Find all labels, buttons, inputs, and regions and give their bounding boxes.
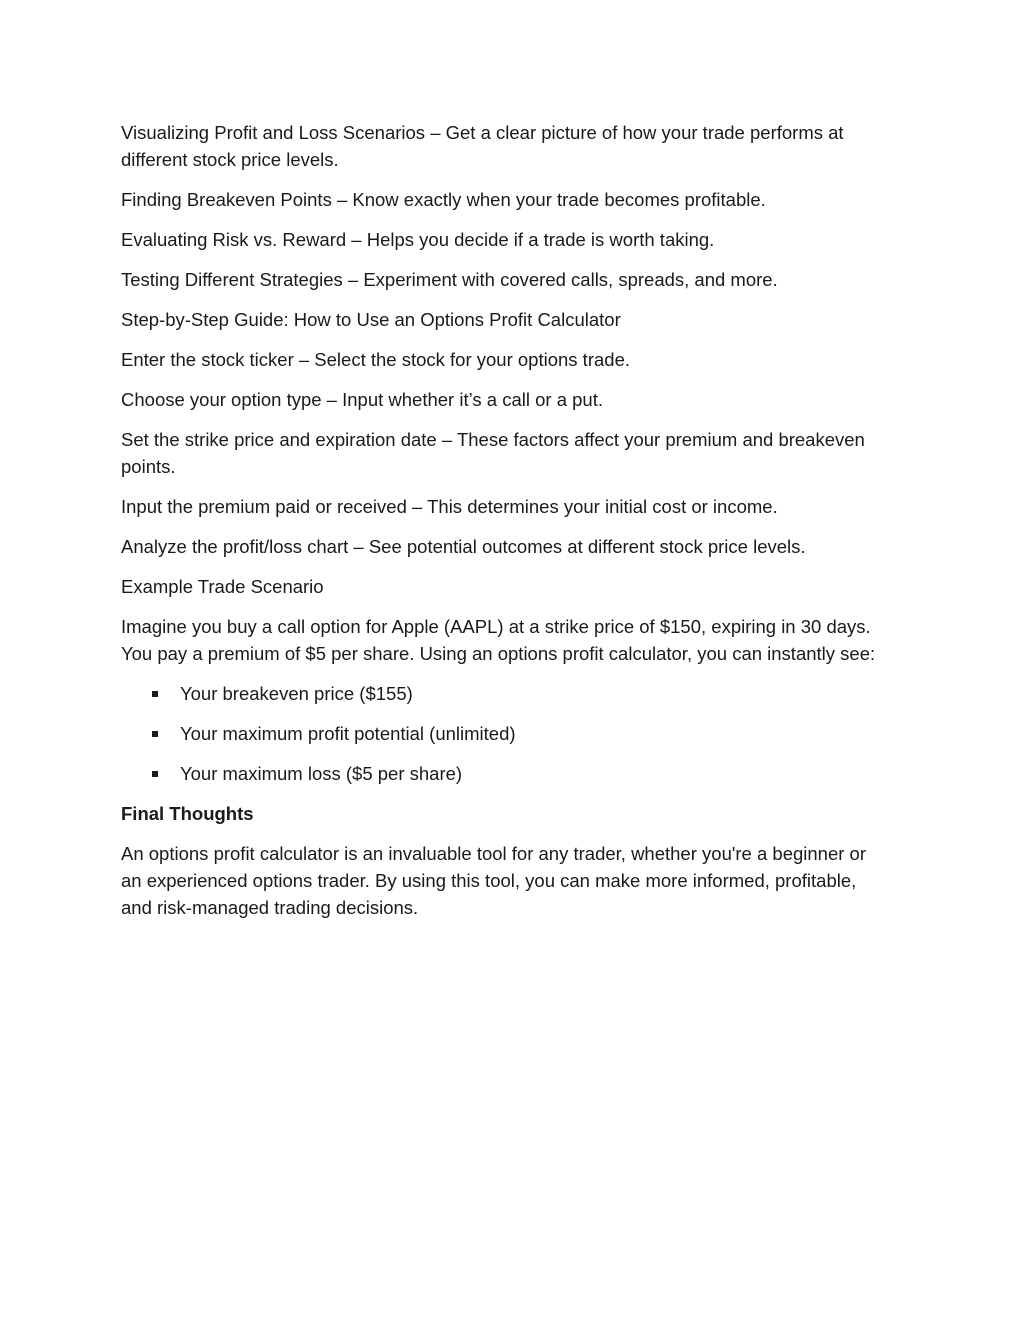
final-thoughts-heading: Final Thoughts [121,803,254,824]
paragraph-example-trade: Imagine you buy a call option for Apple (AAPL) at a strike price of $150, expiring in 30 days. You pay a premium of $5 per share. Using an options profit calculator, you can instantly see: [121,616,876,664]
bullet-icon [152,691,158,697]
bullet-icon [152,731,158,737]
paragraph-premium: Input the premium paid or received – This determines your initial cost or income. [121,496,778,517]
document-page [121,119,891,934]
paragraph-strike-expiration: Set the strike price and expiration date – These factors affect your premium and breakeven points. [121,429,865,477]
list-item-text: Your maximum profit potential (unlimited) [180,723,516,744]
list-item [121,680,891,707]
paragraph-analyze-chart: Analyze the profit/loss chart – See potential outcomes at different stock price levels. [121,536,806,557]
paragraph-enter-ticker: Enter the stock ticker – Select the stock for your options trade. [121,349,630,370]
final-thoughts-paragraph: An options profit calculator is an invaluable tool for any trader, whether you're a beginner or an experienced options trader. By using this tool, you can make more informed, profitable, and risk-managed trading decisions. [121,843,866,918]
paragraph-option-type: Choose your option type – Input whether it’s a call or a put. [121,389,603,410]
list-item-text: Your breakeven price ($155) [180,683,413,704]
paragraph-visualizing-pl: Visualizing Profit and Loss Scenarios – Get a clear picture of how your trade performs at different stock price levels. [121,122,844,170]
list-item [121,720,891,747]
section-heading-example: Example Trade Scenario [121,576,324,597]
bullet-list [121,680,891,787]
section-heading-step-guide: Step-by-Step Guide: How to Use an Options Profit Calculator [121,309,621,330]
list-item [121,760,891,787]
bullet-icon [152,771,158,777]
paragraph-risk-reward: Evaluating Risk vs. Reward – Helps you decide if a trade is worth taking. [121,229,715,250]
paragraph-testing-strategies: Testing Different Strategies – Experiment with covered calls, spreads, and more. [121,269,778,290]
list-item-text: Your maximum loss ($5 per share) [180,763,463,784]
paragraph-breakeven-points: Finding Breakeven Points – Know exactly when your trade becomes profitable. [121,189,766,210]
